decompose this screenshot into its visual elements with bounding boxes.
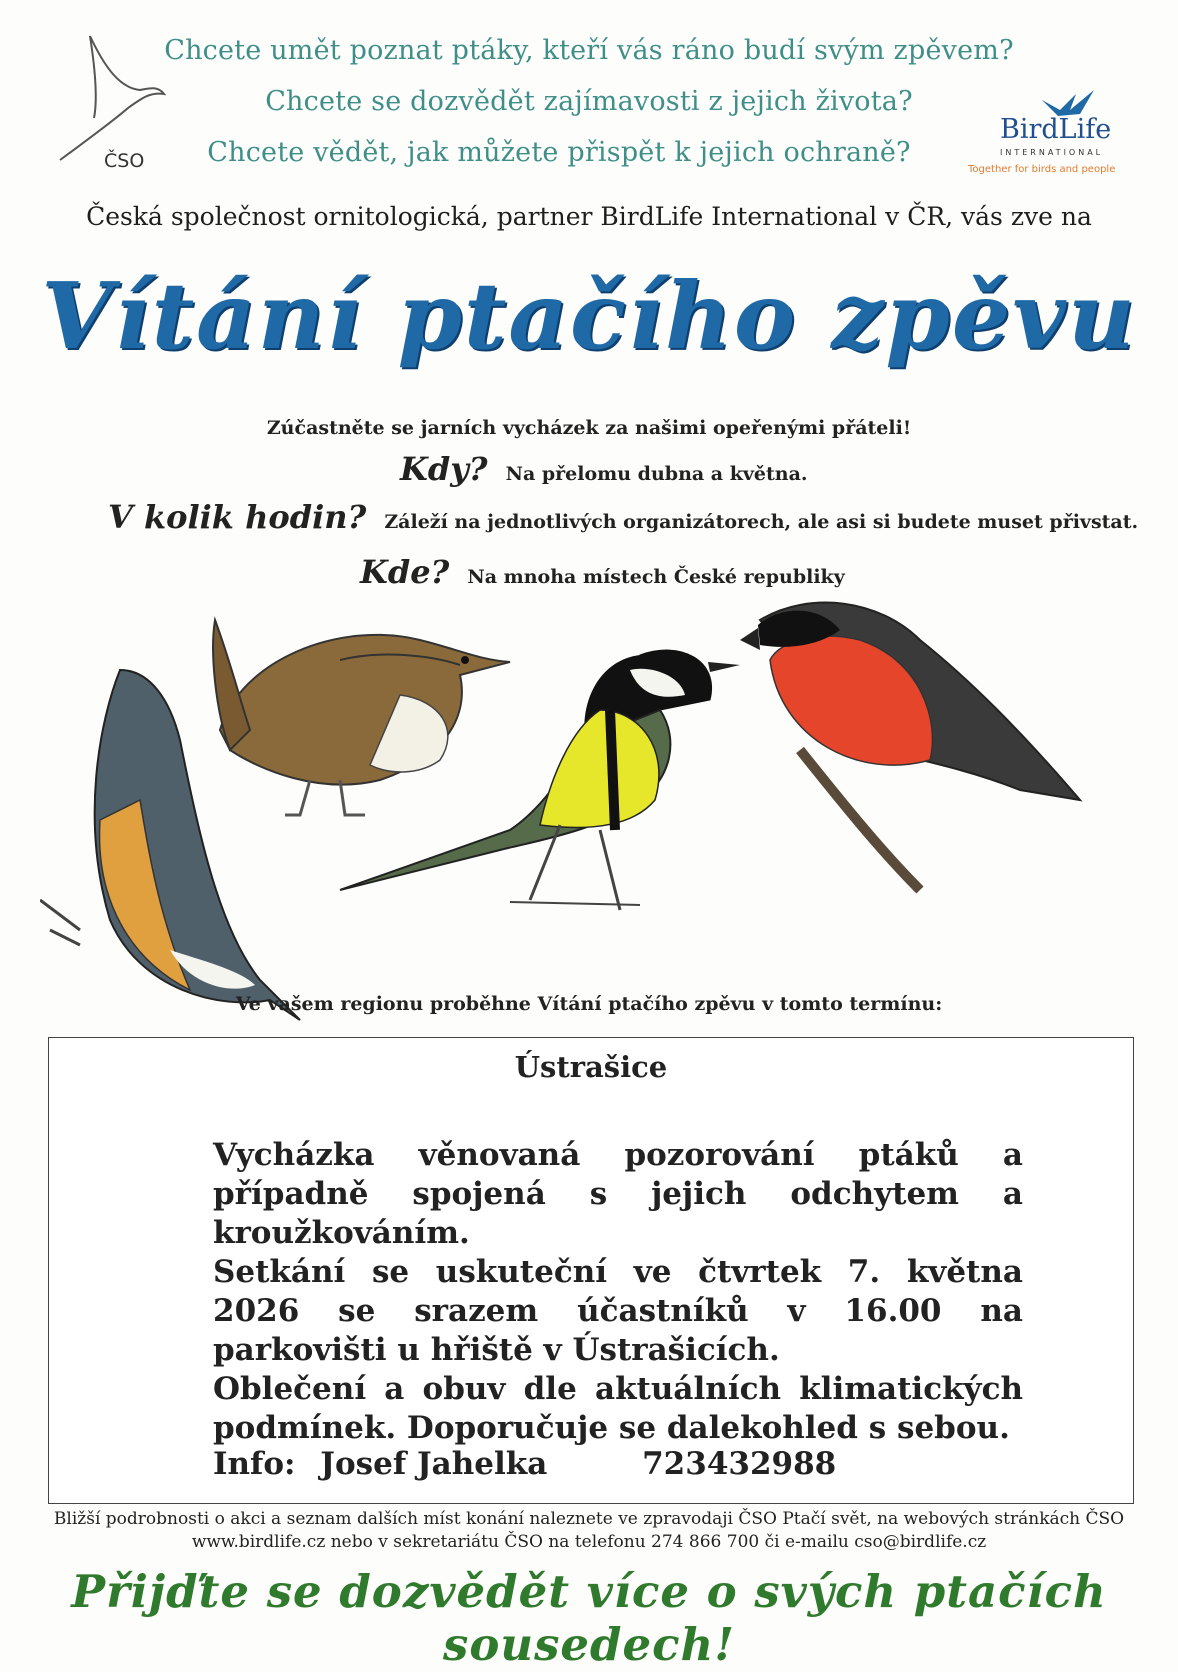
birdlife-name: BirdLife xyxy=(1000,114,1112,145)
question-2: Chcete se dozvědět zajímavosti z jejich života? xyxy=(265,86,913,117)
event-info xyxy=(213,1446,836,1482)
question-1: Chcete umět poznat ptáky, kteří vás ráno budí svým zpěvem? xyxy=(164,35,1014,66)
page-title: Vítání ptačího zpěvu xyxy=(41,262,1137,370)
birdlife-tagline: Together for birds and people xyxy=(968,164,1116,175)
event-box xyxy=(48,1037,1134,1504)
wren-icon xyxy=(213,620,510,815)
birdlife-sub: INTERNATIONAL xyxy=(1000,148,1104,157)
info-name: Josef Jahelka xyxy=(320,1446,548,1482)
detail-time-label: V kolik hodin? xyxy=(108,498,367,536)
detail-when xyxy=(400,450,808,488)
detail-time-text: Záleží na jednotlivých organizátorech, ale asi si budete muset přivstat. xyxy=(384,511,1139,533)
intro-text: Česká společnost ornitologická, partner BirdLife International v ČR, vás zve na xyxy=(86,202,1092,231)
event-paragraph-2: Setkání se uskuteční ve čtvrtek 7. května 2026 se srazem účastníků v 16.00 na parkovišti u hřiště v Ústrašicích. xyxy=(213,1254,1023,1368)
slogan: Přijďte se dozvědět více o svých ptačích sousedech! xyxy=(71,1565,1107,1671)
bullfinch-icon xyxy=(740,603,1080,890)
detail-time xyxy=(108,498,1138,536)
detail-when-text: Na přelomu dubna a května. xyxy=(505,463,808,485)
footer-line-2: www.birdlife.cz nebo v sekretariátu ČSO na telefonu 274 866 700 či e-mailu cso@birdlife.cz xyxy=(191,1532,987,1552)
question-3: Chcete vědět, jak můžete přispět k jejich ochraně? xyxy=(207,137,911,168)
event-place: Ústrašice xyxy=(514,1050,668,1084)
lead-text: Zúčastněte se jarních vycházek za našimi opeřenými přáteli! xyxy=(266,417,912,439)
event-paragraph-1: Vycházka věnovaná pozorování ptáků a případně spojená s jejich odchytem a kroužkováním. xyxy=(213,1137,1023,1251)
info-phone: 723432988 xyxy=(642,1446,837,1482)
event-paragraph-3: Oblečení a obuv dle aktuálních klimatických podmínek. Doporučuje se dalekohled s sebou. xyxy=(213,1371,1023,1446)
detail-where xyxy=(360,553,845,591)
footer-line-1: Bližší podrobnosti o akci a seznam dalších míst konání naleznete ve zpravodaji ČSO Ptačí svět, na webových stránkách ČSO xyxy=(53,1509,1125,1529)
info-label: Info: xyxy=(213,1446,296,1482)
birds-illustration xyxy=(40,600,1150,1100)
footer-text xyxy=(0,1508,1178,1554)
event-description xyxy=(213,1136,1023,1448)
detail-when-label: Kdy? xyxy=(400,450,488,488)
cso-label: ČSO xyxy=(104,150,145,172)
region-caption: Ve vašem regionu proběhne Vítání ptačího zpěvu v tomto termínu: xyxy=(235,993,943,1015)
detail-where-label: Kde? xyxy=(360,553,450,591)
detail-where-text: Na mnoha místech České republiky xyxy=(467,566,845,588)
